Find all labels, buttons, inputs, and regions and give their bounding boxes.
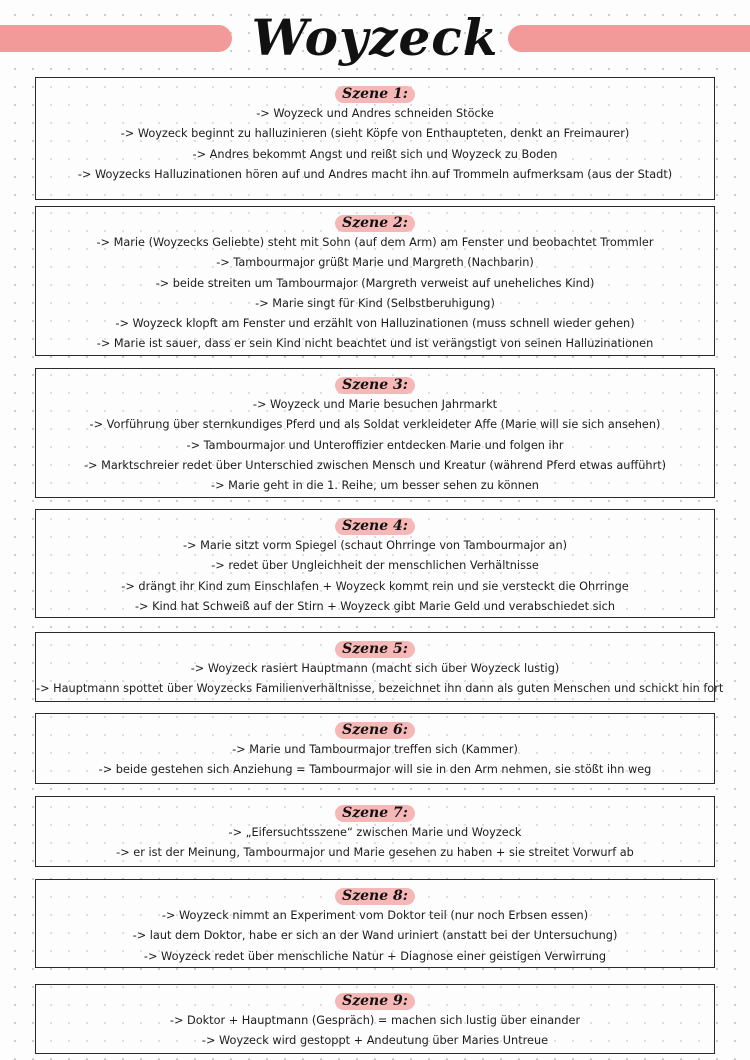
scene-line: -> Woyzeck und Andres schneiden Stöcke	[256, 107, 494, 120]
scene-lines	[36, 823, 714, 864]
scene-lines	[36, 536, 714, 617]
scene-line: -> Marie sitzt vorm Spiegel (schaut Ohrringe von Tambourmajor an)	[182, 539, 568, 552]
scene-line: -> Woyzeck und Marie besuchen Jahrmarkt	[252, 398, 498, 411]
scene-heading: Szene 4:	[335, 518, 415, 535]
scene-lines	[36, 395, 714, 496]
scene-8-box	[35, 879, 715, 968]
scene-line: -> drängt ihr Kind zum Einschlafen + Woyzeck kommt rein und sie versteckt die Ohrringe	[121, 579, 629, 593]
scene-line: -> Hauptmann spottet über Woyzecks Familienverhältnisse, bezeichnet ihn dann als guten Menschen und schickt hin fort	[36, 682, 724, 696]
scene-heading: Szene 3:	[335, 377, 415, 394]
scene-line: -> Woyzeck nimmt an Experiment vom Doktor teil (nur noch Erbsen essen)	[161, 909, 589, 922]
scene-line: -> Marie und Tambourmajor treffen sich (Kammer)	[232, 743, 518, 756]
scene-lines	[36, 906, 714, 967]
scene-line: -> Marktschreier redet über Unterschied zwischen Mensch und Kreatur (während Pferd etwas aufführt)	[83, 458, 667, 472]
scene-heading: Szene 8:	[335, 888, 415, 905]
scene-line: -> er ist der Meinung, Tambourmajor und Marie gesehen zu haben + sie streitet Vorwurf ab	[116, 846, 634, 860]
scene-lines	[36, 233, 714, 355]
scene-6-box	[35, 713, 715, 784]
scene-3-box	[35, 368, 715, 498]
scene-line: -> laut dem Doktor, habe er sich an der Wand uriniert (anstatt bei der Untersuchung)	[132, 929, 618, 943]
scene-line: -> Marie ist sauer, dass er sein Kind nicht beachtet und ist verängstigt von seinen Halluzinationen	[96, 337, 654, 351]
scene-line: -> Andres bekommt Angst und reißt sich und Woyzeck zu Boden	[192, 147, 558, 161]
scene-line: -> beide streiten um Tambourmajor (Margreth verweist auf uneheliches Kind)	[155, 276, 595, 290]
page-title: Woyzeck	[251, 8, 499, 67]
scene-line: -> Woyzeck wird gestoppt + Andeutung über Maries Untreue	[201, 1034, 549, 1048]
scene-line: -> Woyzeck beginnt zu halluzinieren (sieht Köpfe von Enthaupteten, denkt an Freimaurer)	[120, 127, 630, 141]
scene-heading: Szene 2:	[335, 215, 415, 232]
scene-lines	[36, 1011, 714, 1052]
scene-5-box	[35, 632, 724, 702]
scene-line: -> Tambourmajor und Unteroffizier entdecken Marie und folgen ihr	[186, 438, 564, 452]
scene-line: -> Marie geht in die 1. Reihe, um besser sehen zu können	[211, 479, 539, 493]
scene-line: -> „Eifersuchtsszene“ zwischen Marie und Woyzeck	[228, 826, 522, 839]
scene-line: -> Woyzecks Halluzinationen hören auf und Andres macht ihn auf Trommeln aufmerksam (aus der Stadt)	[77, 167, 673, 181]
scene-lines	[36, 740, 714, 781]
scene-2-box	[35, 206, 715, 356]
scene-heading: Szene 1:	[335, 86, 415, 103]
scene-line: -> Woyzeck klopft am Fenster und erzählt von Halluzinationen (muss schnell wieder gehen)	[115, 317, 635, 331]
scene-line: -> Tambourmajor grüßt Marie und Margreth (Nachbarin)	[216, 256, 534, 270]
scene-line: -> redet über Ungleichheit der menschlichen Verhältnisse	[211, 559, 539, 573]
scene-line: -> Doktor + Hauptmann (Gespräch) = machen sich lustig über einander	[169, 1014, 581, 1027]
scene-4-box	[35, 509, 715, 618]
scene-line: -> Woyzeck rasiert Hauptmann (macht sich über Woyzeck lustig)	[190, 662, 560, 675]
scene-line: -> Kind hat Schweiß auf der Stirn + Woyzeck gibt Marie Geld und verabschiedet sich	[134, 599, 616, 613]
scene-heading: Szene 9:	[335, 993, 415, 1010]
scene-heading: Szene 7:	[335, 805, 415, 822]
scene-line: -> Marie singt für Kind (Selbstberuhigung)	[255, 296, 495, 310]
scene-lines	[36, 104, 714, 185]
scene-line: -> Marie (Woyzecks Geliebte) steht mit Sohn (auf dem Arm) am Fenster und beobachtet Trommler	[96, 236, 654, 249]
scene-9-box	[35, 984, 715, 1054]
scene-line: -> Woyzeck redet über menschliche Natur + Diagnose einer geistigen Verwirrung	[143, 949, 607, 963]
scene-line: -> Vorführung über sternkundiges Pferd und als Soldat verkleideter Affe (Marie will sie sich ansehen)	[89, 418, 661, 432]
scene-lines	[36, 659, 724, 700]
scene-7-box	[35, 796, 715, 867]
scene-1-box	[35, 77, 715, 200]
scene-heading: Szene 6:	[335, 722, 415, 739]
scene-line: -> beide gestehen sich Anziehung = Tambourmajor will sie in den Arm nehmen, sie stößt ihn weg	[98, 763, 652, 777]
scene-heading: Szene 5:	[335, 641, 415, 658]
